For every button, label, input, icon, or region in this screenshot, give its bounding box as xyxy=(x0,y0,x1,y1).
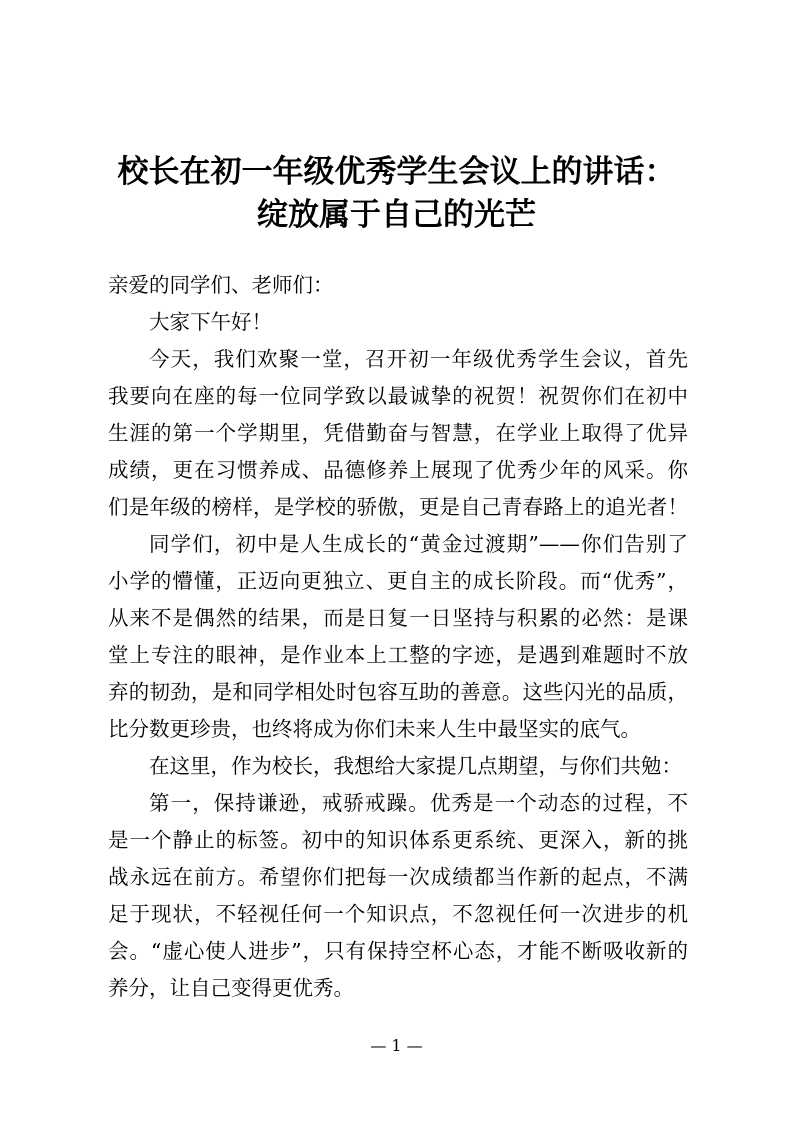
document-title-line-2: 绽放属于自己的光芒 xyxy=(257,197,536,233)
salutation: 亲爱的同学们、老师们： xyxy=(108,273,334,297)
paragraph-line: 会。“虚心使人进步”，只有保持空杯心态，才能不断吸收新的 xyxy=(108,939,688,963)
page-number: — 1 — xyxy=(370,1036,423,1055)
paragraph-line: 堂上专注的眼神，是作业本上工整的字迹，是遇到难题时不放 xyxy=(108,643,688,667)
paragraph-line: 弃的韧劲，是和同学相处时包容互助的善意。这些闪光的品质， xyxy=(108,680,688,704)
paragraph-line: 们是年级的榜样，是学校的骄傲，更是自己青春路上的追光者！ xyxy=(108,495,688,519)
paragraph-line: 养分，让自己变得更优秀。 xyxy=(108,976,354,1000)
paragraph-line: 比分数更珍贵，也终将成为你们未来人生中最坚实的底气。 xyxy=(108,717,641,741)
paragraph-line: 我要向在座的每一位同学致以最诚挚的祝贺！祝贺你们在初中 xyxy=(108,384,688,408)
greeting: 大家下午好！ xyxy=(149,310,272,334)
paragraph-line: 同学们，初中是人生成长的“黄金过渡期”——你们告别了 xyxy=(149,532,688,556)
paragraph-line: 成绩，更在习惯养成、品德修养上展现了优秀少年的风采。你 xyxy=(108,458,688,482)
paragraph-line: 是一个静止的标签。初中的知识体系更系统、更深入，新的挑 xyxy=(108,828,688,852)
document-body xyxy=(108,267,688,1007)
paragraph-line: 今天，我们欢聚一堂，召开初一年级优秀学生会议，首先 xyxy=(149,347,688,371)
paragraph-line: 生涯的第一个学期里，凭借勤奋与智慧，在学业上取得了优异 xyxy=(108,421,688,445)
paragraph-line: 足于现状，不轻视任何一个知识点，不忽视任何一次进步的机 xyxy=(108,902,688,926)
paragraph-line: 小学的懵懂，正迈向更独立、更自主的成长阶段。而“优秀”， xyxy=(108,569,688,593)
paragraph-line: 在这里，作为校长，我想给大家提几点期望，与你们共勉： xyxy=(149,754,682,778)
paragraph-line: 第一，保持谦逊，戒骄戒躁。优秀是一个动态的过程，不 xyxy=(149,791,688,815)
document-title-line-1: 校长在初一年级优秀学生会议上的讲话： xyxy=(117,154,676,190)
paragraph-line: 战永远在前方。希望你们把每一次成绩都当作新的起点，不满 xyxy=(108,865,688,889)
paragraph-line: 从来不是偶然的结果，而是日复一日坚持与积累的必然：是课 xyxy=(108,606,688,630)
